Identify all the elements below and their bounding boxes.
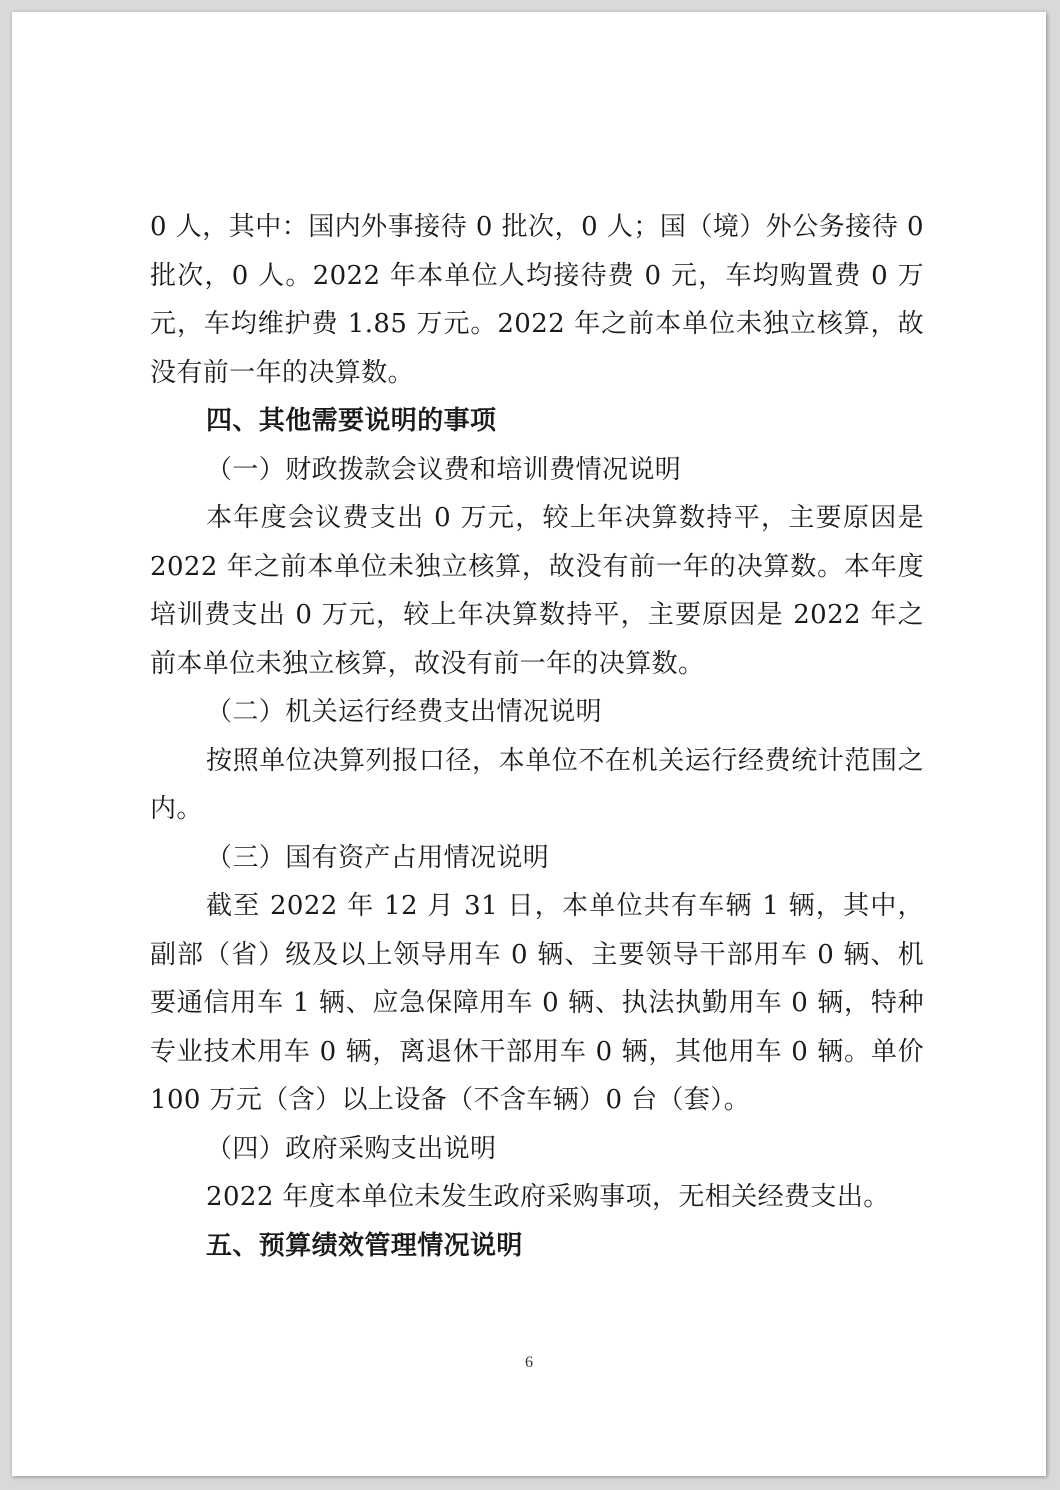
paragraph-procurement: 2022 年度本单位未发生政府采购事项，无相关经费支出。 <box>206 1182 890 1212</box>
page-number: 6 <box>525 1354 533 1371</box>
section-heading-other-matters: 四、其他需要说明的事项 <box>206 406 497 436</box>
paragraph-reception-costs: 0 人，其中：国内外事接待 0 批次，0 人；国（境）外公务接待 0 批次，0 人。2022 年本单位人均接待费 0 元，车均购置费 0 万元，车均维护费 1.85 万元。2022 年之前本单位未独立核算，故没有前一年的决算数。 <box>150 212 924 388</box>
subheading-meeting-training: （一）财政拨款会议费和培训费情况说明 <box>206 454 682 485</box>
subheading-state-assets: （三）国有资产占用情况说明 <box>206 842 550 873</box>
subheading-operating-costs: （二）机关运行经费支出情况说明 <box>206 697 603 727</box>
subheading-procurement: （四）政府采购支出说明 <box>206 1133 497 1164</box>
paragraph-state-assets: 截至 2022 年 12 月 31 日，本单位共有车辆 1 辆，其中，副部（省）级及以上领导用车 0 辆、主要领导干部用车 0 辆、机要通信用车 1 辆、应急保障用车 0 辆、执法执勤用车 0 辆，特种专业技术用车 0 辆，离退休干部用车 0 辆，其他用车 0 辆。单价 100 万元（含）以上设备（不含车辆）0 台（套）。 <box>150 891 924 1115</box>
paragraph-operating-costs: 按照单位决算列报口径，本单位不在机关运行经费统计范围之内。 <box>150 745 924 824</box>
section-heading-performance: 五、预算绩效管理情况说明 <box>206 1230 523 1261</box>
document-page <box>12 12 1046 1476</box>
paragraph-meeting-training: 本年度会议费支出 0 万元，较上年决算数持平，主要原因是 2022 年之前本单位未独立核算，故没有前一年的决算数。本年度培训费支出 0 万元，较上年决算数持平，主要原因是 2022 年之前本单位未独立核算，故没有前一年的决算数。 <box>150 503 924 679</box>
document-body <box>150 203 924 1270</box>
